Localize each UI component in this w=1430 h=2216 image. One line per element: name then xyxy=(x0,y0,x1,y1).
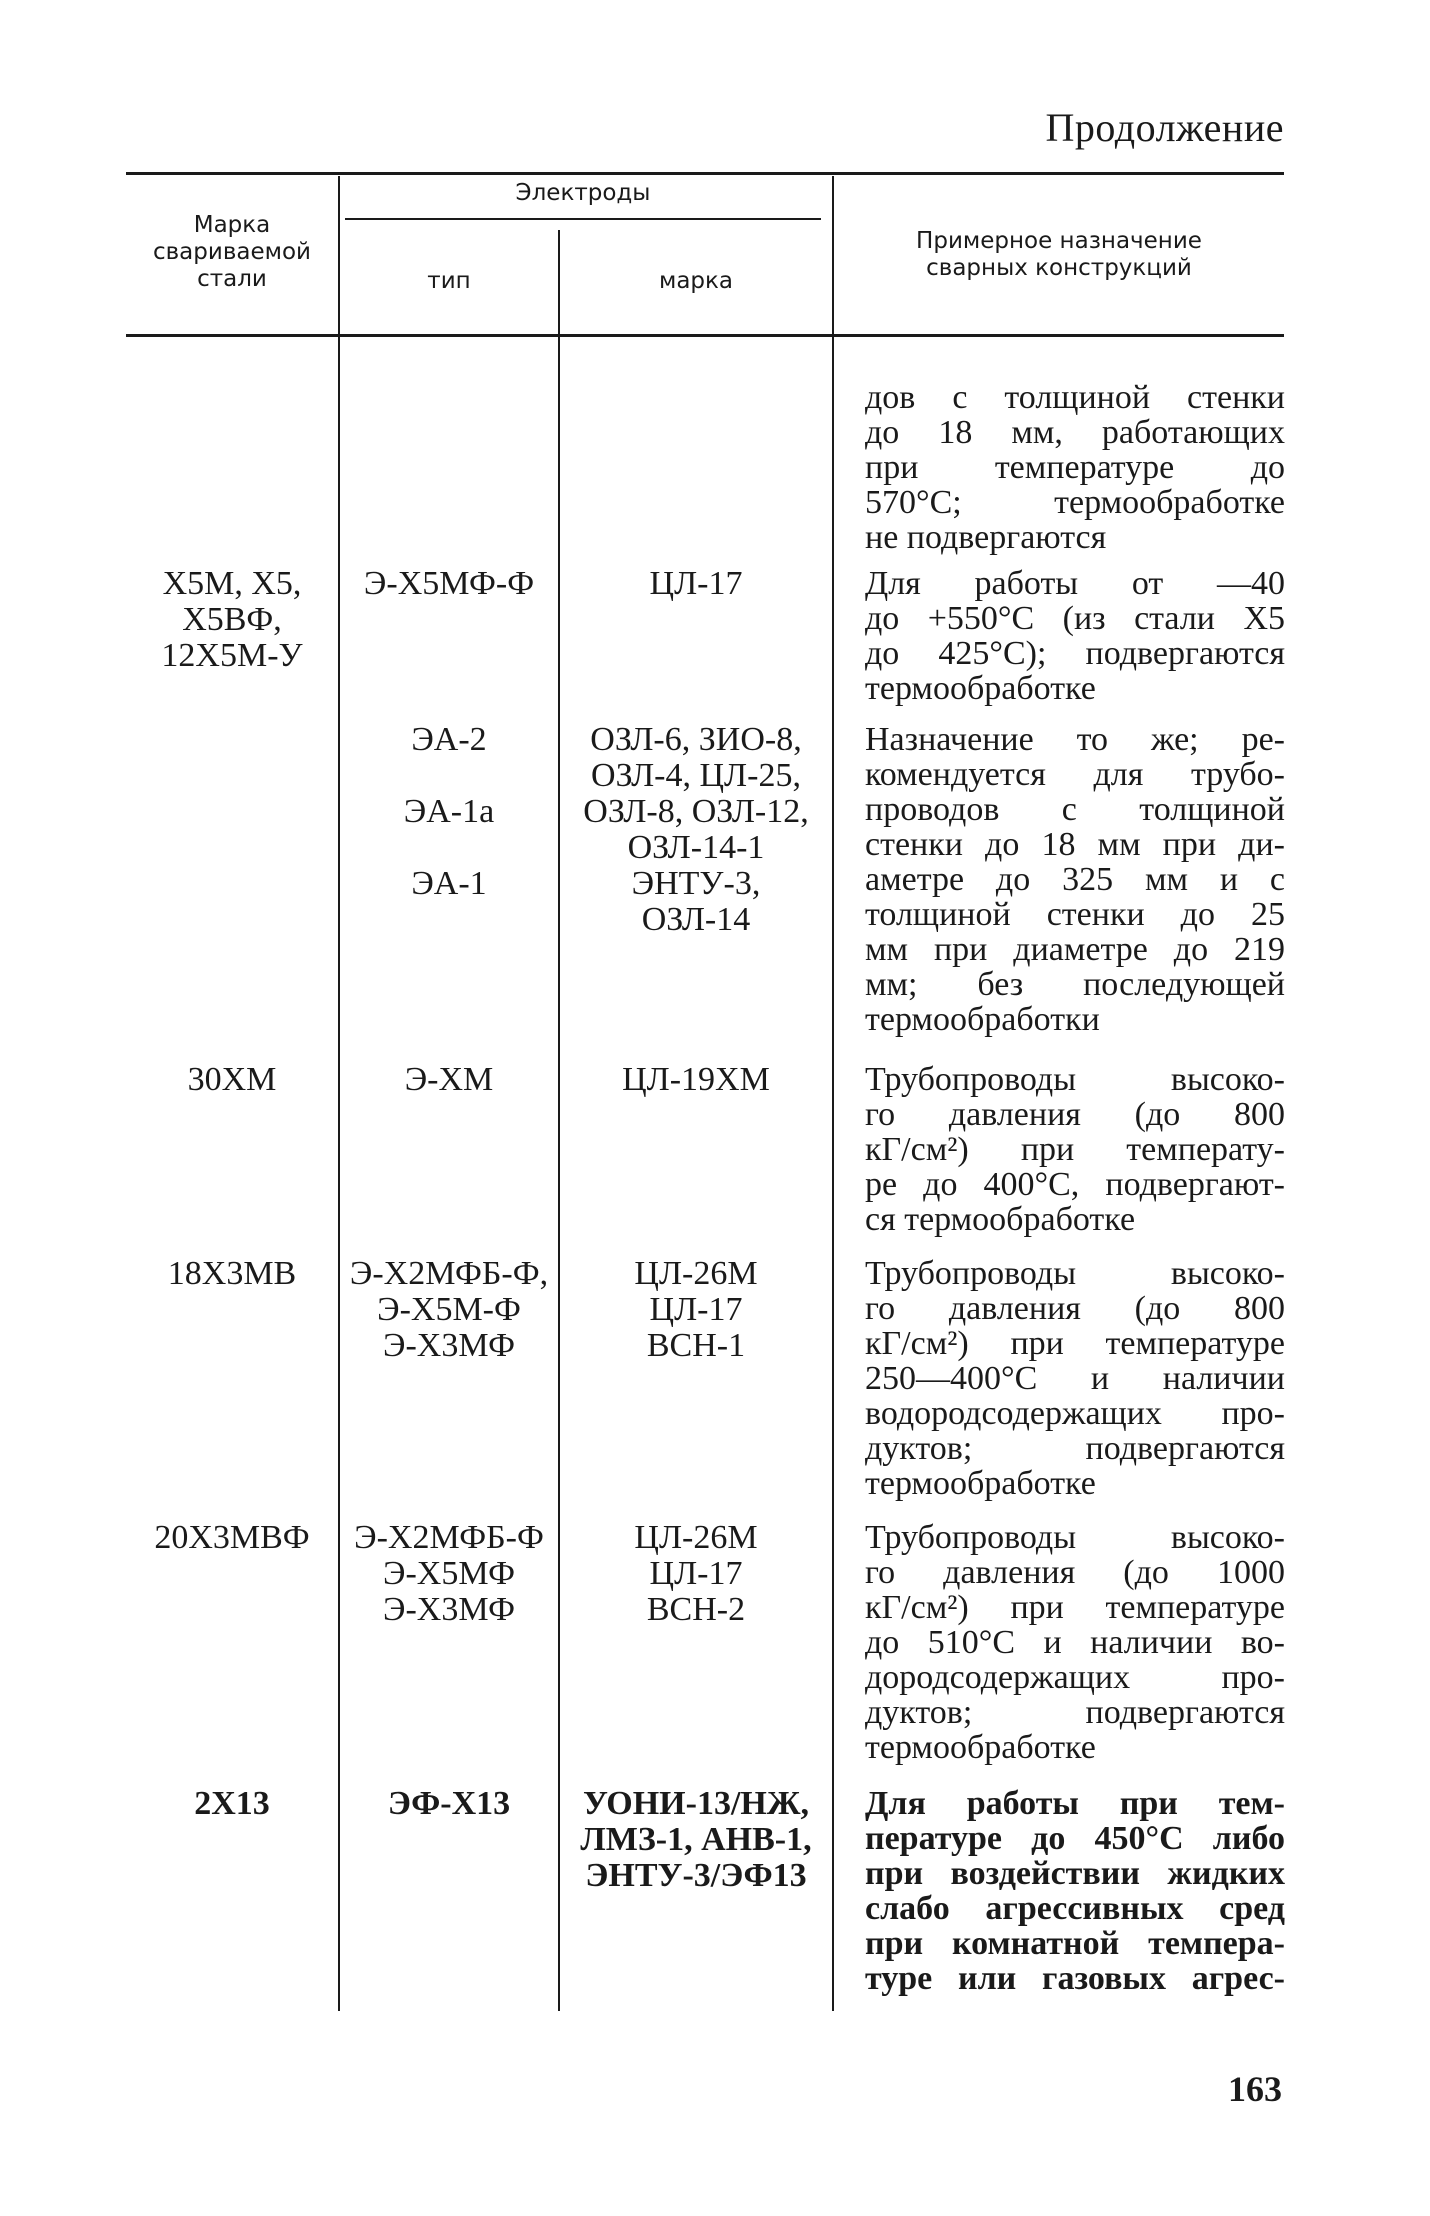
brand-line: ОЗЛ-8, ОЗЛ-12, xyxy=(583,793,809,830)
type-line: ЭА-1 xyxy=(411,865,487,902)
steel-line: Х5М, Х5, xyxy=(162,565,302,602)
type-line: ЭА-2 xyxy=(411,721,487,758)
page-number: 163 xyxy=(1228,2069,1282,2109)
brand-line: ОЗЛ-14-1 xyxy=(627,829,765,866)
brand-line: ЭНТУ-3/ЭФ13 xyxy=(585,1857,807,1894)
row-3-brand: ЦЛ-19ХМ xyxy=(622,1061,770,1098)
header-purpose-line: Примерное назначение xyxy=(916,228,1202,254)
purpose-line: дуктов; подвергаются xyxy=(865,1694,1285,1731)
purpose-line: кГ/см²) при температуре xyxy=(865,1325,1285,1362)
header-steel-line: свариваемой xyxy=(152,239,311,265)
purpose-line: Трубопроводы высоко- xyxy=(865,1255,1285,1292)
brand-line: ОЗЛ-6, ЗИО-8, xyxy=(590,721,802,758)
purpose-line: до 425°С); подвергаются xyxy=(865,635,1285,672)
purpose-line: Назначение то же; ре- xyxy=(865,721,1285,758)
row-2-type xyxy=(340,722,558,902)
purpose-line: термообработки xyxy=(865,1001,1100,1038)
steel-line: 12Х5М-У xyxy=(161,637,303,674)
brand-line: ВСН-2 xyxy=(646,1591,746,1628)
row-0-purpose xyxy=(865,380,1285,555)
header-purpose xyxy=(834,228,1284,282)
purpose-line: дуктов; подвергаются xyxy=(865,1430,1285,1467)
purpose-line: Трубопроводы высоко- xyxy=(865,1519,1285,1556)
row-5-type xyxy=(340,1520,558,1628)
purpose-line: ре до 400°С, подвергают- xyxy=(865,1166,1285,1203)
row-1-purpose xyxy=(865,566,1285,706)
type-line: Э-Х2МФБ-Ф xyxy=(354,1519,544,1556)
type-line: ЭА-1а xyxy=(403,793,495,830)
purpose-line: 570°С; термообработке xyxy=(865,484,1285,521)
column-divider-3 xyxy=(832,176,834,2011)
type-line: Э-Х5М-Ф xyxy=(377,1291,521,1328)
row-5-brand xyxy=(560,1520,832,1628)
purpose-line: кГ/см²) при температуре xyxy=(865,1589,1285,1626)
header-electrodes: Электроды xyxy=(515,180,651,206)
purpose-line: до 510°С и наличии во- xyxy=(865,1624,1285,1661)
purpose-line: толщиной стенки до 25 xyxy=(865,896,1285,933)
brand-line: ЦЛ-17 xyxy=(649,1555,743,1592)
row-6-brand xyxy=(560,1786,832,1894)
purpose-line: 250—400°С и наличии xyxy=(865,1360,1285,1397)
purpose-line: дородсодержащих про- xyxy=(865,1659,1285,1696)
purpose-line: при температуре до xyxy=(865,449,1285,486)
purpose-line: го давления (до 800 xyxy=(865,1290,1285,1327)
purpose-line: го давления (до 1000 xyxy=(865,1554,1285,1591)
row-6-steel: 2Х13 xyxy=(194,1785,270,1822)
header-steel-grade xyxy=(126,212,338,293)
electrodes-rule xyxy=(345,218,821,220)
brand-line: ЭНТУ-3, xyxy=(631,865,761,902)
header-bottom-rule xyxy=(126,334,1284,337)
purpose-line: слабо агрессивных сред xyxy=(865,1890,1285,1927)
purpose-line: мм при диаметре до 219 xyxy=(865,931,1285,968)
purpose-line: стенки до 18 мм при ди- xyxy=(865,826,1285,863)
header-brand: марка xyxy=(658,268,734,294)
type-line: Э-Х2МФБ-Ф, xyxy=(349,1255,549,1292)
purpose-line: пературе до 450°С либо xyxy=(865,1820,1285,1857)
brand-line: УОНИ-13/НЖ, xyxy=(583,1785,809,1822)
header-type: тип xyxy=(427,268,471,294)
purpose-line: до 18 мм, работающих xyxy=(865,414,1285,451)
row-1-steel xyxy=(126,566,338,674)
purpose-line: го давления (до 800 xyxy=(865,1096,1285,1133)
purpose-line: Трубопроводы высоко- xyxy=(865,1061,1285,1098)
purpose-line: до +550°С (из стали Х5 xyxy=(865,600,1285,637)
purpose-line: ся термообработке xyxy=(865,1201,1136,1238)
purpose-line: туре или газовых агрес- xyxy=(865,1960,1285,1997)
purpose-line: комендуется для трубо- xyxy=(865,756,1285,793)
purpose-line: при комнатной темпера- xyxy=(865,1925,1285,1962)
purpose-line: не подвергаются xyxy=(865,519,1107,556)
table-top-rule xyxy=(126,172,1284,175)
row-1-brand: ЦЛ-17 xyxy=(649,565,743,602)
type-line: Э-Х3МФ xyxy=(383,1591,515,1628)
row-4-brand xyxy=(560,1256,832,1364)
steel-line: Х5ВФ, xyxy=(182,601,282,638)
brand-line: ЦЛ-26М xyxy=(634,1255,758,1292)
header-steel-line: стали xyxy=(197,266,267,292)
header-steel-line: Марка xyxy=(193,212,271,238)
purpose-line: кГ/см²) при температу- xyxy=(865,1131,1285,1168)
purpose-line: водородсодержащих про- xyxy=(865,1395,1285,1432)
row-1-type: Э-Х5МФ-Ф xyxy=(363,565,535,602)
brand-line: ОЗЛ-4, ЦЛ-25, xyxy=(591,757,801,794)
row-2-brand xyxy=(560,722,832,938)
row-4-steel: 18Х3МВ xyxy=(167,1255,297,1292)
header-purpose-line: сварных конструкций xyxy=(926,255,1192,281)
column-divider-2 xyxy=(558,230,560,2011)
continued-label: Продолжение xyxy=(1045,105,1284,150)
brand-line: ОЗЛ-14 xyxy=(641,901,751,938)
purpose-line: термообработке xyxy=(865,670,1096,707)
type-line: Э-Х3МФ xyxy=(383,1327,515,1364)
row-3-purpose xyxy=(865,1062,1285,1237)
row-4-purpose xyxy=(865,1256,1285,1501)
purpose-line: Для работы от —40 xyxy=(865,565,1285,602)
row-5-purpose xyxy=(865,1520,1285,1765)
purpose-line: аметре до 325 мм и с xyxy=(865,861,1285,898)
row-6-type: ЭФ-Х13 xyxy=(387,1785,511,1822)
purpose-line: проводов с толщиной xyxy=(865,791,1285,828)
purpose-line: термообработке xyxy=(865,1729,1096,1766)
purpose-line: при воздействии жидких xyxy=(865,1855,1285,1892)
purpose-line: дов с толщиной стенки xyxy=(865,379,1285,416)
row-5-steel: 20Х3МВФ xyxy=(154,1519,310,1556)
row-4-type xyxy=(336,1256,562,1364)
brand-line: ЛМЗ-1, АНВ-1, xyxy=(580,1821,812,1858)
brand-line: ЦЛ-17 xyxy=(649,1291,743,1328)
row-3-steel: 30ХМ xyxy=(187,1061,277,1098)
brand-line: ВСН-1 xyxy=(646,1327,746,1364)
type-line: Э-Х5МФ xyxy=(383,1555,515,1592)
brand-line: ЦЛ-26М xyxy=(634,1519,758,1556)
row-2-purpose xyxy=(865,722,1285,1037)
purpose-line: Для работы при тем- xyxy=(865,1785,1285,1822)
purpose-line: мм; без последующей xyxy=(865,966,1285,1003)
row-3-type: Э-ХМ xyxy=(404,1061,494,1098)
row-6-purpose xyxy=(865,1786,1285,1996)
purpose-line: термообработке xyxy=(865,1465,1096,1502)
